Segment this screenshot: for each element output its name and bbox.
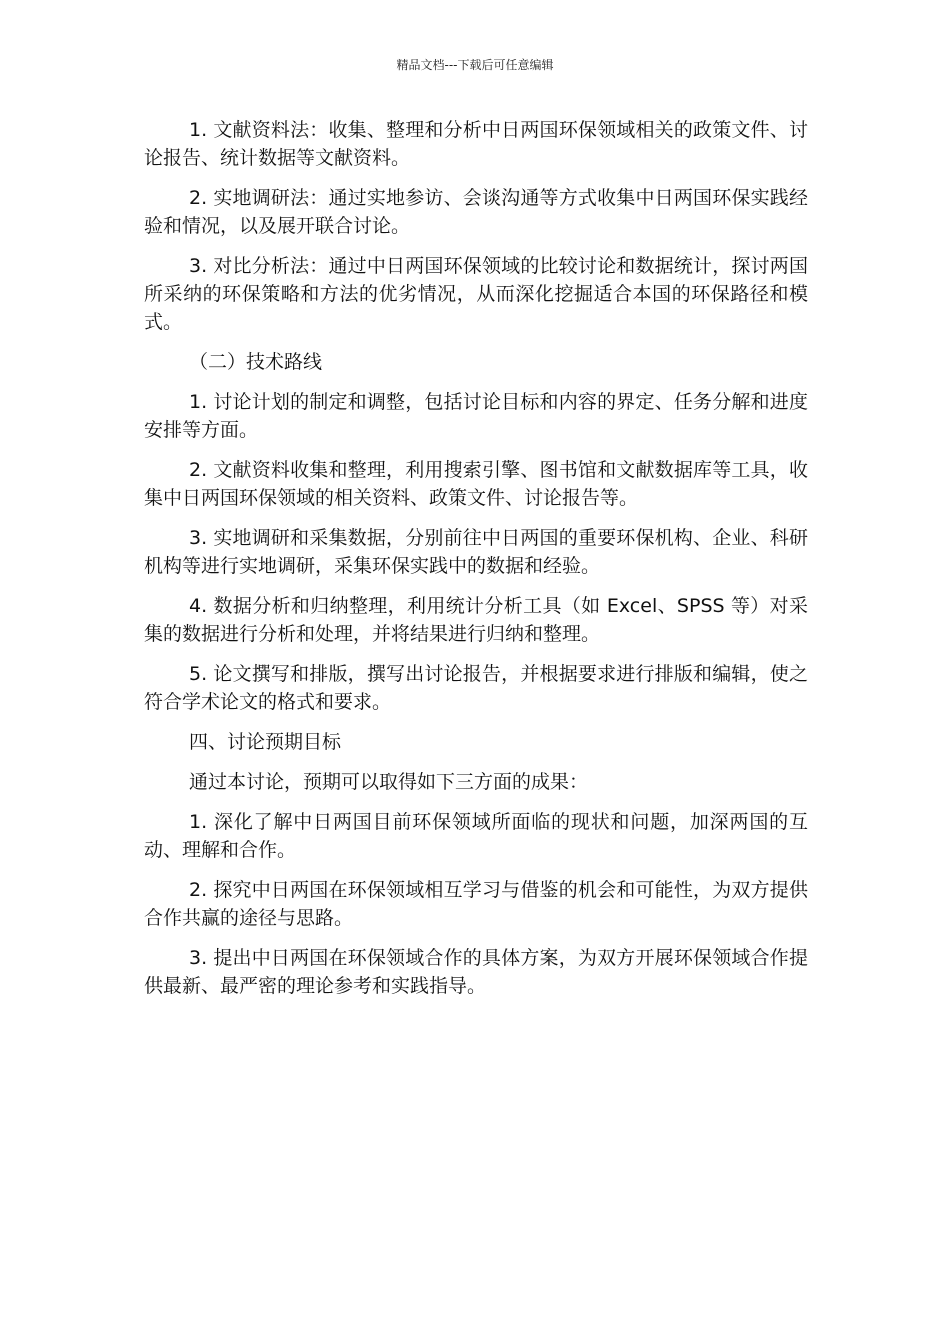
paragraph-goal-1: 1. 深化了解中日两国目前环保领域所面临的现状和问题，加深两国的互动、理解和合作。	[144, 811, 808, 861]
paragraph-route-analysis: 4. 数据分析和归纳整理，利用统计分析工具（如 Excel、SPSS 等）对采集的数据进行分析和处理，并将结果进行归纳和整理。	[144, 595, 808, 645]
paragraph-route-literature: 2. 文献资料收集和整理，利用搜索引擎、图书馆和文献数据库等工具，收集中日两国环保领域的相关资料、政策文件、讨论报告等。	[144, 459, 808, 509]
paragraph-route-writing: 5. 论文撰写和排版，撰写出讨论报告，并根据要求进行排版和编辑，使之符合学术论文的格式和要求。	[144, 663, 808, 713]
paragraph-method-literature: 1. 文献资料法：收集、整理和分析中日两国环保领域相关的政策文件、讨论报告、统计数据等文献资料。	[144, 119, 808, 169]
page-header: 精品文档---下载后可任意编辑	[396, 58, 554, 72]
paragraph-goal-3: 3. 提出中日两国在环保领域合作的具体方案，为双方开展环保领域合作提供最新、最严密的理论参考和实践指导。	[144, 947, 808, 997]
paragraph-method-fieldwork: 2. 实地调研法：通过实地参访、会谈沟通等方式收集中日两国环保实践经验和情况，以及展开联合讨论。	[144, 187, 808, 237]
section-heading-technical-route: （二）技术路线	[189, 351, 323, 373]
paragraph-goals-intro: 通过本讨论，预期可以取得如下三方面的成果：	[189, 771, 589, 793]
paragraph-route-fieldwork: 3. 实地调研和采集数据，分别前往中日两国的重要环保机构、企业、科研机构等进行实地调研，采集环保实践中的数据和经验。	[144, 527, 808, 577]
section-heading-expected-goals: 四、讨论预期目标	[189, 731, 342, 753]
document-body	[144, 116, 808, 1012]
paragraph-method-comparison: 3. 对比分析法：通过中日两国环保领域的比较讨论和数据统计，探讨两国所采纳的环保策略和方法的优劣情况，从而深化挖掘适合本国的环保路径和模式。	[144, 255, 808, 333]
paragraph-route-plan: 1. 讨论计划的制定和调整，包括讨论目标和内容的界定、任务分解和进度安排等方面。	[144, 391, 808, 441]
paragraph-goal-2: 2. 探究中日两国在环保领域相互学习与借鉴的机会和可能性，为双方提供合作共赢的途径与思路。	[144, 879, 808, 929]
